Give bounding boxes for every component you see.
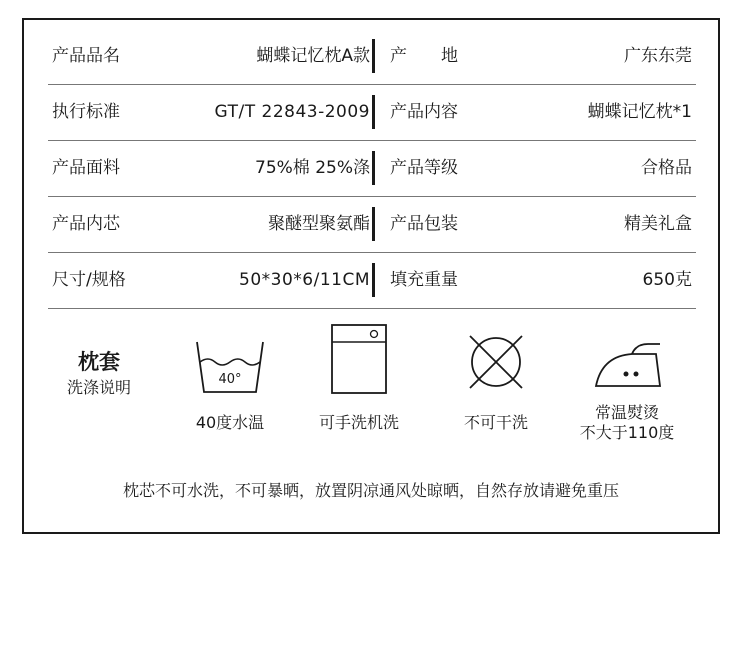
spec-value: 650克 <box>642 270 692 290</box>
product-info-card <box>22 18 720 534</box>
divider <box>372 95 375 129</box>
care-title: 枕套 <box>78 350 120 374</box>
do-not-dry-clean-icon <box>464 330 528 394</box>
divider <box>372 151 375 185</box>
spec-value: 蝴蝶记忆枕A款 <box>256 46 370 66</box>
spec-label: 产品面料 <box>52 158 120 178</box>
spec-label: 产品内芯 <box>52 214 120 234</box>
spec-value: 75%棉 25%涤 <box>255 158 370 178</box>
care-caption: 常温熨烫 <box>594 403 659 422</box>
care-caption: 不可干洗 <box>463 413 528 432</box>
spec-value: 广东东莞 <box>624 46 692 66</box>
spec-label: 填充重量 <box>390 270 458 290</box>
spec-row <box>48 196 696 253</box>
divider <box>372 263 375 297</box>
spec-label: 产品等级 <box>390 158 458 178</box>
hand-wash-machine-icon <box>330 323 388 395</box>
spec-label: 产品内容 <box>390 102 458 122</box>
spec-label: 产品包装 <box>390 214 458 234</box>
spec-label: 尺寸/规格 <box>52 270 126 290</box>
care-subtitle: 洗涤说明 <box>66 378 131 397</box>
spec-label: 产品品名 <box>52 46 120 66</box>
care-caption-secondary: 不大于110度 <box>579 423 675 442</box>
spec-value: 合格品 <box>641 158 692 178</box>
divider <box>372 207 375 241</box>
spec-label: 执行标准 <box>52 102 120 122</box>
spec-row <box>48 140 696 197</box>
wash-40-degrees-icon <box>194 338 266 396</box>
spec-value: GT/T 22843-2009 <box>214 102 370 122</box>
care-caption: 可手洗机洗 <box>318 413 399 432</box>
spec-row <box>48 252 696 309</box>
care-section-title <box>54 348 144 400</box>
care-note: 枕芯不可水洗，不可暴晒，放置阴凉通风处晾晒，自然存放请避免重压 <box>122 481 619 500</box>
spec-value: 精美礼盒 <box>624 214 692 234</box>
divider <box>372 39 375 73</box>
spec-value: 聚醚型聚氨酯 <box>268 214 370 234</box>
iron-icon <box>592 340 664 392</box>
spec-row <box>48 84 696 141</box>
spec-label: 产 地 <box>390 46 458 66</box>
care-caption: 40度水温 <box>195 413 265 432</box>
spec-row <box>48 28 696 85</box>
spec-value: 蝴蝶记忆枕*1 <box>587 102 692 122</box>
wash-temp-label: 40° <box>218 372 242 387</box>
spec-value: 50*30*6/11CM <box>239 270 370 290</box>
